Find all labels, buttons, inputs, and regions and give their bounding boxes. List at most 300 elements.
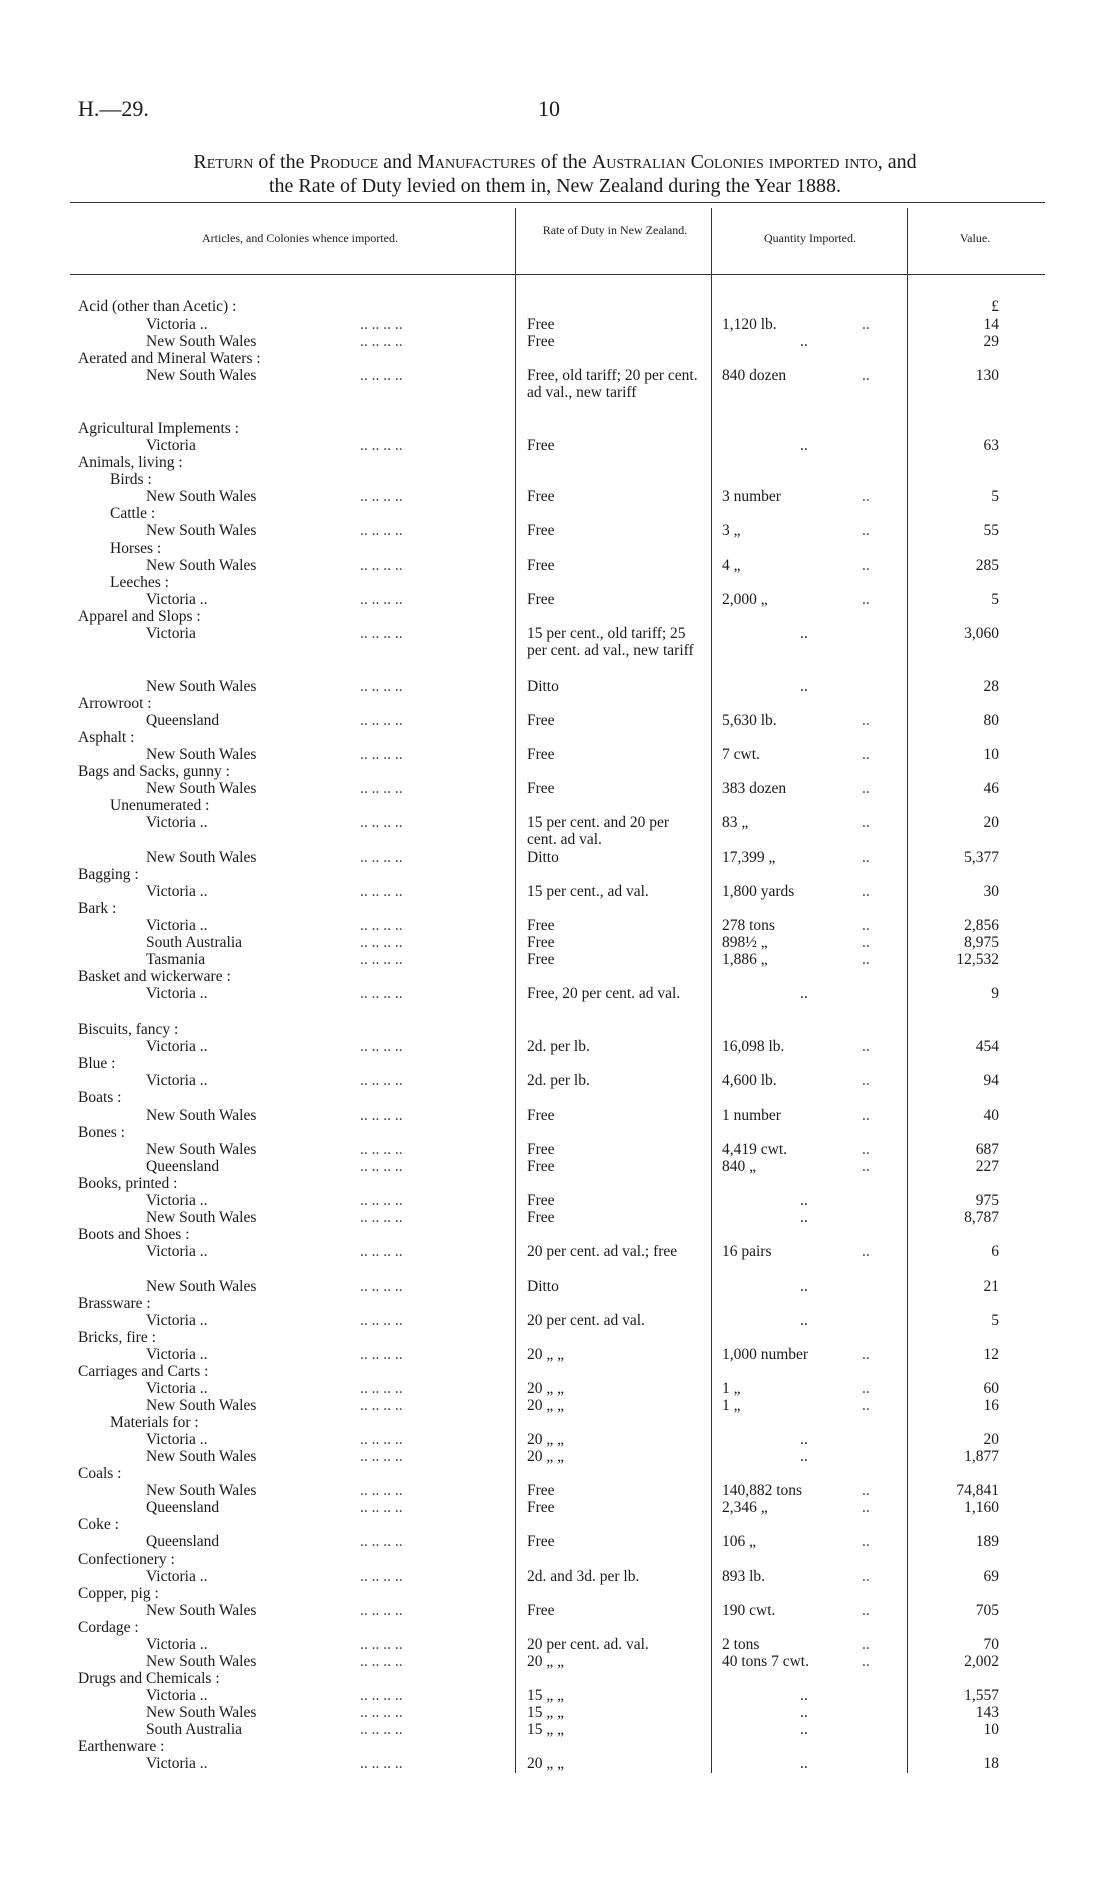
leader-dots: .. bbox=[862, 1397, 870, 1414]
leader-dots: .. .. .. .. bbox=[360, 1397, 403, 1414]
quantity-imported: .. bbox=[800, 625, 808, 642]
duty-rate: 20 per cent. ad val. bbox=[527, 1312, 645, 1329]
colony-name: Queensland bbox=[146, 1499, 220, 1516]
quantity-imported: 5,630 lb. bbox=[722, 712, 777, 729]
colony-name: Victoria .. bbox=[146, 1380, 208, 1397]
article-subheading: Materials for : bbox=[110, 1414, 199, 1431]
quantity-imported: 1,120 lb. bbox=[722, 316, 777, 333]
colony-name: Victoria .. bbox=[146, 1243, 208, 1260]
duty-rate: Free bbox=[527, 780, 555, 797]
quantity-imported: .. bbox=[800, 678, 808, 695]
article-heading: Coke : bbox=[78, 1516, 119, 1533]
article-heading: Books, printed : bbox=[78, 1175, 178, 1192]
colony-name: New South Wales bbox=[146, 1602, 257, 1619]
quantity-imported: .. bbox=[800, 333, 808, 350]
article-heading: Boats : bbox=[78, 1089, 122, 1106]
colony-name: Victoria .. bbox=[146, 316, 208, 333]
document-reference: H.—29. bbox=[78, 96, 149, 121]
value-pounds: 10 bbox=[983, 746, 999, 763]
quantity-imported: .. bbox=[800, 1278, 808, 1295]
value-pounds: 6 bbox=[991, 1243, 999, 1260]
duty-rate: 20 „ „ bbox=[527, 1431, 565, 1448]
article-heading: Carriages and Carts : bbox=[78, 1363, 209, 1380]
quantity-imported: 1,000 number bbox=[722, 1346, 809, 1363]
leader-dots: .. bbox=[862, 591, 870, 608]
colony-name: Queensland bbox=[146, 1158, 220, 1175]
leader-dots: .. .. .. .. bbox=[360, 1107, 403, 1124]
article-heading: Bagging : bbox=[78, 866, 139, 883]
leader-dots: .. bbox=[862, 849, 870, 866]
value-pounds: 5 bbox=[991, 591, 999, 608]
leader-dots: .. .. .. .. bbox=[360, 1482, 403, 1499]
quantity-imported: .. bbox=[800, 1755, 808, 1772]
value-pounds: 69 bbox=[983, 1568, 999, 1585]
colony-name: Victoria .. bbox=[146, 1636, 208, 1653]
article-subheading: Cattle : bbox=[110, 505, 156, 522]
duty-rate: 20 „ „ bbox=[527, 1448, 565, 1465]
leader-dots: .. .. .. .. bbox=[360, 1158, 403, 1175]
duty-rate: Free bbox=[527, 1141, 555, 1158]
quantity-imported: 140,882 tons bbox=[722, 1482, 803, 1499]
leader-dots: .. .. .. .. bbox=[360, 1653, 403, 1670]
quantity-imported: 278 tons bbox=[722, 917, 775, 934]
colony-name: Victoria .. bbox=[146, 591, 208, 608]
colony-name: Victoria bbox=[146, 437, 196, 454]
value-pounds: 28 bbox=[983, 678, 999, 695]
value-pounds: 20 bbox=[983, 1431, 999, 1448]
leader-dots: .. bbox=[862, 1243, 870, 1260]
table-head-rule bbox=[70, 274, 1045, 275]
article-heading: Bones : bbox=[78, 1124, 125, 1141]
leader-dots: .. bbox=[862, 1636, 870, 1653]
value-pounds: 8,787 bbox=[964, 1209, 999, 1226]
quantity-imported: .. bbox=[800, 985, 808, 1002]
colony-name: New South Wales bbox=[146, 1107, 257, 1124]
colony-name: New South Wales bbox=[146, 746, 257, 763]
title-text: of the bbox=[540, 151, 587, 173]
colony-name: New South Wales bbox=[146, 1278, 257, 1295]
duty-rate: 15 „ „ bbox=[527, 1721, 565, 1738]
value-pounds: 687 bbox=[975, 1141, 999, 1158]
duty-rate: Free bbox=[527, 934, 555, 951]
leader-dots: .. bbox=[862, 367, 870, 384]
value-pounds: 20 bbox=[983, 814, 999, 831]
leader-dots: .. .. .. .. bbox=[360, 1499, 403, 1516]
colony-name: New South Wales bbox=[146, 1397, 257, 1414]
leader-dots: .. .. .. .. bbox=[360, 678, 403, 695]
article-heading: Basket and wickerware : bbox=[78, 968, 231, 985]
value-pounds: 130 bbox=[975, 367, 999, 384]
leader-dots: .. .. .. .. bbox=[360, 1721, 403, 1738]
leader-dots: .. .. .. .. bbox=[360, 625, 403, 642]
value-pounds: 94 bbox=[983, 1072, 999, 1089]
colony-name: Victoria .. bbox=[146, 1312, 208, 1329]
quantity-imported: 840 dozen bbox=[722, 367, 787, 384]
article-subheading: Leeches : bbox=[110, 574, 169, 591]
leader-dots: .. bbox=[862, 934, 870, 951]
duty-rate: 2d. and 3d. per lb. bbox=[527, 1568, 640, 1585]
duty-rate: Free bbox=[527, 557, 555, 574]
duty-rate: 20 „ „ bbox=[527, 1397, 565, 1414]
quantity-imported: .. bbox=[800, 1209, 808, 1226]
value-pounds: 80 bbox=[983, 712, 999, 729]
leader-dots: .. bbox=[862, 488, 870, 505]
quantity-imported: 40 tons 7 cwt. bbox=[722, 1653, 809, 1670]
article-heading: Coals : bbox=[78, 1465, 122, 1482]
leader-dots: .. .. .. .. bbox=[360, 1312, 403, 1329]
leader-dots: .. .. .. .. bbox=[360, 1141, 403, 1158]
colony-name: Victoria .. bbox=[146, 814, 208, 831]
value-pounds: 63 bbox=[983, 437, 999, 454]
duty-rate: 15 „ „ bbox=[527, 1687, 565, 1704]
colony-name: New South Wales bbox=[146, 1482, 257, 1499]
quantity-imported: 1 „ bbox=[722, 1397, 741, 1414]
quantity-imported: 4,600 lb. bbox=[722, 1072, 777, 1089]
duty-rate: Free, 20 per cent. ad val. bbox=[527, 985, 681, 1002]
column-divider bbox=[515, 208, 516, 1773]
duty-rate: 2d. per lb. bbox=[527, 1072, 590, 1089]
quantity-imported: 2,000 „ bbox=[722, 591, 768, 608]
value-pounds: 975 bbox=[975, 1192, 999, 1209]
duty-rate: Free bbox=[527, 488, 555, 505]
colony-name: New South Wales bbox=[146, 1653, 257, 1670]
value-pounds: 189 bbox=[975, 1533, 999, 1550]
leader-dots: .. .. .. .. bbox=[360, 1704, 403, 1721]
leader-dots: .. .. .. .. bbox=[360, 437, 403, 454]
leader-dots: .. bbox=[862, 1568, 870, 1585]
leader-dots: .. .. .. .. bbox=[360, 367, 403, 384]
colony-name: New South Wales bbox=[146, 1209, 257, 1226]
value-pounds: 12 bbox=[983, 1346, 999, 1363]
leader-dots: .. .. .. .. bbox=[360, 1038, 403, 1055]
colony-name: Victoria bbox=[146, 625, 196, 642]
article-heading: Apparel and Slops : bbox=[78, 608, 201, 625]
column-header-articles: Articles, and Colonies whence imported. bbox=[202, 231, 398, 245]
leader-dots: .. .. .. .. bbox=[360, 951, 403, 968]
leader-dots: .. .. .. .. bbox=[360, 1278, 403, 1295]
leader-dots: .. bbox=[862, 316, 870, 333]
duty-rate: Ditto bbox=[527, 1278, 559, 1295]
value-pounds: 16 bbox=[983, 1397, 999, 1414]
colony-name: Victoria .. bbox=[146, 1072, 208, 1089]
value-pounds: 74,841 bbox=[956, 1482, 999, 1499]
article-heading: Bricks, fire : bbox=[78, 1329, 156, 1346]
leader-dots: .. bbox=[862, 712, 870, 729]
quantity-imported: 1,800 yards bbox=[722, 883, 795, 900]
leader-dots: .. bbox=[862, 1346, 870, 1363]
quantity-imported: .. bbox=[800, 1448, 808, 1465]
colony-name: South Australia bbox=[146, 934, 243, 951]
leader-dots: .. .. .. .. bbox=[360, 746, 403, 763]
duty-rate: Free bbox=[527, 917, 555, 934]
value-pounds: 2,856 bbox=[964, 917, 999, 934]
duty-rate: Free bbox=[527, 1158, 555, 1175]
title-text: of the bbox=[258, 151, 305, 173]
title-text: and bbox=[383, 151, 413, 173]
title-word: Australian Colonies imported into bbox=[591, 151, 878, 173]
quantity-imported: .. bbox=[800, 1721, 808, 1738]
page-title bbox=[60, 150, 1050, 198]
duty-rate: Free bbox=[527, 1602, 555, 1619]
leader-dots: .. bbox=[862, 522, 870, 539]
page-number: 10 bbox=[538, 96, 560, 121]
value-pounds: 55 bbox=[983, 522, 999, 539]
colony-name: New South Wales bbox=[146, 488, 257, 505]
leader-dots: .. .. .. .. bbox=[360, 849, 403, 866]
quantity-imported: .. bbox=[800, 1687, 808, 1704]
leader-dots: .. bbox=[862, 780, 870, 797]
leader-dots: .. .. .. .. bbox=[360, 316, 403, 333]
leader-dots: .. bbox=[862, 1380, 870, 1397]
leader-dots: .. bbox=[862, 917, 870, 934]
leader-dots: .. .. .. .. bbox=[360, 780, 403, 797]
duty-rate: Free, old tariff; 20 per cent. ad val., new tariff bbox=[527, 367, 698, 401]
leader-dots: .. .. .. .. bbox=[360, 712, 403, 729]
quantity-imported: 4 „ bbox=[722, 557, 741, 574]
leader-dots: .. bbox=[862, 1533, 870, 1550]
duty-rate: 15 per cent., ad val. bbox=[527, 883, 649, 900]
value-pounds: 21 bbox=[983, 1278, 999, 1295]
article-heading: Drugs and Chemicals : bbox=[78, 1670, 220, 1687]
duty-rate: Free bbox=[527, 437, 555, 454]
colony-name: New South Wales bbox=[146, 522, 257, 539]
leader-dots: .. .. .. .. bbox=[360, 1755, 403, 1772]
value-pounds: 9 bbox=[991, 985, 999, 1002]
leader-dots: .. .. .. .. bbox=[360, 1602, 403, 1619]
duty-rate: Free bbox=[527, 316, 555, 333]
duty-rate: 20 per cent. ad. val. bbox=[527, 1636, 649, 1653]
value-pounds: 5 bbox=[991, 488, 999, 505]
quantity-imported: .. bbox=[800, 437, 808, 454]
leader-dots: .. bbox=[862, 1482, 870, 1499]
quantity-imported: 840 „ bbox=[722, 1158, 757, 1175]
duty-rate: 15 per cent. and 20 per cent. ad val. bbox=[527, 814, 670, 848]
article-heading: Aerated and Mineral Waters : bbox=[78, 350, 261, 367]
value-pounds: 3,060 bbox=[964, 625, 999, 642]
leader-dots: .. .. .. .. bbox=[360, 1243, 403, 1260]
article-heading: Blue : bbox=[78, 1055, 116, 1072]
duty-rate: Free bbox=[527, 712, 555, 729]
leader-dots: .. .. .. .. bbox=[360, 1636, 403, 1653]
leader-dots: .. .. .. .. bbox=[360, 1533, 403, 1550]
article-heading: Confectionery : bbox=[78, 1551, 175, 1568]
leader-dots: .. .. .. .. bbox=[360, 1346, 403, 1363]
leader-dots: .. bbox=[862, 1072, 870, 1089]
leader-dots: .. bbox=[862, 883, 870, 900]
colony-name: Victoria .. bbox=[146, 985, 208, 1002]
colony-name: Victoria .. bbox=[146, 1431, 208, 1448]
leader-dots: .. .. .. .. bbox=[360, 522, 403, 539]
quantity-imported: 2,346 „ bbox=[722, 1499, 768, 1516]
quantity-imported: 106 „ bbox=[722, 1533, 757, 1550]
value-pounds: 1,160 bbox=[964, 1499, 999, 1516]
leader-dots: .. .. .. .. bbox=[360, 814, 403, 831]
duty-rate: Free bbox=[527, 1533, 555, 1550]
article-subheading: Horses : bbox=[110, 540, 162, 557]
article-subheading: Birds : bbox=[110, 471, 152, 488]
value-pounds: 143 bbox=[975, 1704, 999, 1721]
duty-rate: 20 „ „ bbox=[527, 1755, 565, 1772]
value-pounds: 1,877 bbox=[964, 1448, 999, 1465]
colony-name: New South Wales bbox=[146, 557, 257, 574]
quantity-imported: 7 cwt. bbox=[722, 746, 760, 763]
column-header-rate: Rate of Duty in New Zealand. bbox=[542, 223, 688, 237]
value-pounds: 46 bbox=[983, 780, 999, 797]
leader-dots: .. bbox=[862, 1107, 870, 1124]
leader-dots: .. .. .. .. bbox=[360, 1687, 403, 1704]
leader-dots: .. .. .. .. bbox=[360, 557, 403, 574]
duty-rate: Free bbox=[527, 522, 555, 539]
value-pounds: 227 bbox=[975, 1158, 999, 1175]
quantity-imported: 4,419 cwt. bbox=[722, 1141, 788, 1158]
value-pounds: 5 bbox=[991, 1312, 999, 1329]
article-subheading: Unenumerated : bbox=[110, 797, 210, 814]
colony-name: New South Wales bbox=[146, 1448, 257, 1465]
article-heading: Boots and Shoes : bbox=[78, 1226, 190, 1243]
leader-dots: .. .. .. .. bbox=[360, 1209, 403, 1226]
value-pounds: 1,557 bbox=[964, 1687, 999, 1704]
duty-rate: Free bbox=[527, 1192, 555, 1209]
leader-dots: .. bbox=[862, 1602, 870, 1619]
title-word: Produce bbox=[309, 151, 379, 173]
article-heading: Animals, living : bbox=[78, 454, 183, 471]
value-pounds: 40 bbox=[983, 1107, 999, 1124]
duty-rate: Free bbox=[527, 591, 555, 608]
leader-dots: .. .. .. .. bbox=[360, 333, 403, 350]
colony-name: Victoria .. bbox=[146, 883, 208, 900]
colony-name: New South Wales bbox=[146, 678, 257, 695]
colony-name: Victoria .. bbox=[146, 1192, 208, 1209]
duty-rate: Ditto bbox=[527, 849, 559, 866]
duty-rate: Free bbox=[527, 746, 555, 763]
leader-dots: .. .. .. .. bbox=[360, 917, 403, 934]
value-pounds: 12,532 bbox=[956, 951, 999, 968]
leader-dots: .. .. .. .. bbox=[360, 1192, 403, 1209]
article-heading: Agricultural Implements : bbox=[78, 420, 239, 437]
value-pounds: 18 bbox=[983, 1755, 999, 1772]
quantity-imported: 83 „ bbox=[722, 814, 749, 831]
leader-dots: .. .. .. .. bbox=[360, 1568, 403, 1585]
value-pounds: 8,975 bbox=[964, 934, 999, 951]
value-pounds: 285 bbox=[975, 557, 999, 574]
colony-name: Victoria .. bbox=[146, 1568, 208, 1585]
leader-dots: .. .. .. .. bbox=[360, 591, 403, 608]
quantity-imported: .. bbox=[800, 1431, 808, 1448]
quantity-imported: 16,098 lb. bbox=[722, 1038, 785, 1055]
column-header-value: Value. bbox=[959, 231, 991, 245]
value-pounds: 705 bbox=[975, 1602, 999, 1619]
leader-dots: .. .. .. .. bbox=[360, 883, 403, 900]
title-text: , and bbox=[877, 151, 917, 173]
duty-rate: Ditto bbox=[527, 678, 559, 695]
colony-name: New South Wales bbox=[146, 367, 257, 384]
quantity-imported: 3 number bbox=[722, 488, 781, 505]
quantity-imported: 17,399 „ bbox=[722, 849, 776, 866]
quantity-imported: 16 pairs bbox=[722, 1243, 772, 1260]
leader-dots: .. .. .. .. bbox=[360, 985, 403, 1002]
colony-name: Victoria .. bbox=[146, 917, 208, 934]
leader-dots: .. .. .. .. bbox=[360, 1380, 403, 1397]
leader-dots: .. .. .. .. bbox=[360, 1072, 403, 1089]
value-pounds: 60 bbox=[983, 1380, 999, 1397]
colony-name: Tasmania bbox=[146, 951, 206, 968]
leader-dots: .. .. .. .. bbox=[360, 1448, 403, 1465]
quantity-imported: 190 cwt. bbox=[722, 1602, 776, 1619]
title-text: the Rate of Duty levied on them in, New Zealand during the Year 1888. bbox=[268, 175, 842, 197]
duty-rate: Free bbox=[527, 1209, 555, 1226]
quantity-imported: 1 „ bbox=[722, 1380, 741, 1397]
article-heading: Arrowroot : bbox=[78, 695, 152, 712]
leader-dots: .. .. .. .. bbox=[360, 1431, 403, 1448]
article-heading: Asphalt : bbox=[78, 729, 135, 746]
duty-rate: 20 „ „ bbox=[527, 1653, 565, 1670]
value-pounds: 29 bbox=[983, 333, 999, 350]
colony-name: New South Wales bbox=[146, 1141, 257, 1158]
leader-dots: .. .. .. .. bbox=[360, 934, 403, 951]
leader-dots: .. bbox=[862, 814, 870, 831]
article-heading: Cordage : bbox=[78, 1619, 139, 1636]
colony-name: Queensland bbox=[146, 712, 220, 729]
leader-dots: .. bbox=[862, 951, 870, 968]
title-word: Return bbox=[193, 151, 254, 173]
duty-rate: Free bbox=[527, 1499, 555, 1516]
duty-rate: 20 per cent. ad val.; free bbox=[527, 1243, 678, 1260]
value-pounds: 10 bbox=[983, 1721, 999, 1738]
quantity-imported: 1,886 „ bbox=[722, 951, 768, 968]
leader-dots: .. bbox=[862, 1141, 870, 1158]
duty-rate: Free bbox=[527, 1107, 555, 1124]
quantity-imported: 2 tons bbox=[722, 1636, 760, 1653]
leader-dots: .. bbox=[862, 1499, 870, 1516]
leader-dots: .. .. .. .. bbox=[360, 488, 403, 505]
leader-dots: .. bbox=[862, 1158, 870, 1175]
article-heading: Earthenware : bbox=[78, 1738, 165, 1755]
quantity-imported: 383 dozen bbox=[722, 780, 787, 797]
quantity-imported: 3 „ bbox=[722, 522, 741, 539]
colony-name: South Australia bbox=[146, 1721, 243, 1738]
column-divider bbox=[711, 208, 712, 1773]
duty-rate: 2d. per lb. bbox=[527, 1038, 590, 1055]
value-pounds: 70 bbox=[983, 1636, 999, 1653]
article-heading: Acid (other than Acetic) : bbox=[78, 298, 237, 315]
quantity-imported: .. bbox=[800, 1312, 808, 1329]
duty-rate: 20 „ „ bbox=[527, 1346, 565, 1363]
currency-symbol: £ bbox=[991, 298, 999, 315]
article-heading: Bags and Sacks, gunny : bbox=[78, 763, 230, 780]
duty-rate: 15 „ „ bbox=[527, 1704, 565, 1721]
article-heading: Brassware : bbox=[78, 1295, 151, 1312]
leader-dots: .. bbox=[862, 1653, 870, 1670]
leader-dots: .. bbox=[862, 746, 870, 763]
duty-rate: Free bbox=[527, 1482, 555, 1499]
duty-rate: 20 „ „ bbox=[527, 1380, 565, 1397]
article-heading: Bark : bbox=[78, 900, 117, 917]
quantity-imported: 898½ „ bbox=[722, 934, 768, 951]
colony-name: New South Wales bbox=[146, 780, 257, 797]
value-pounds: 30 bbox=[983, 883, 999, 900]
quantity-imported: .. bbox=[800, 1704, 808, 1721]
quantity-imported: 1 number bbox=[722, 1107, 781, 1124]
quantity-imported: 893 lb. bbox=[722, 1568, 766, 1585]
duty-rate: 15 per cent., old tariff; 25 per cent. ad val., new tariff bbox=[527, 625, 694, 659]
title-word: Manufactures bbox=[417, 151, 536, 173]
colony-name: Victoria .. bbox=[146, 1755, 208, 1772]
column-divider bbox=[907, 208, 908, 1773]
value-pounds: 454 bbox=[975, 1038, 999, 1055]
value-pounds: 2,002 bbox=[964, 1653, 999, 1670]
colony-name: New South Wales bbox=[146, 1704, 257, 1721]
value-pounds: 14 bbox=[983, 316, 999, 333]
